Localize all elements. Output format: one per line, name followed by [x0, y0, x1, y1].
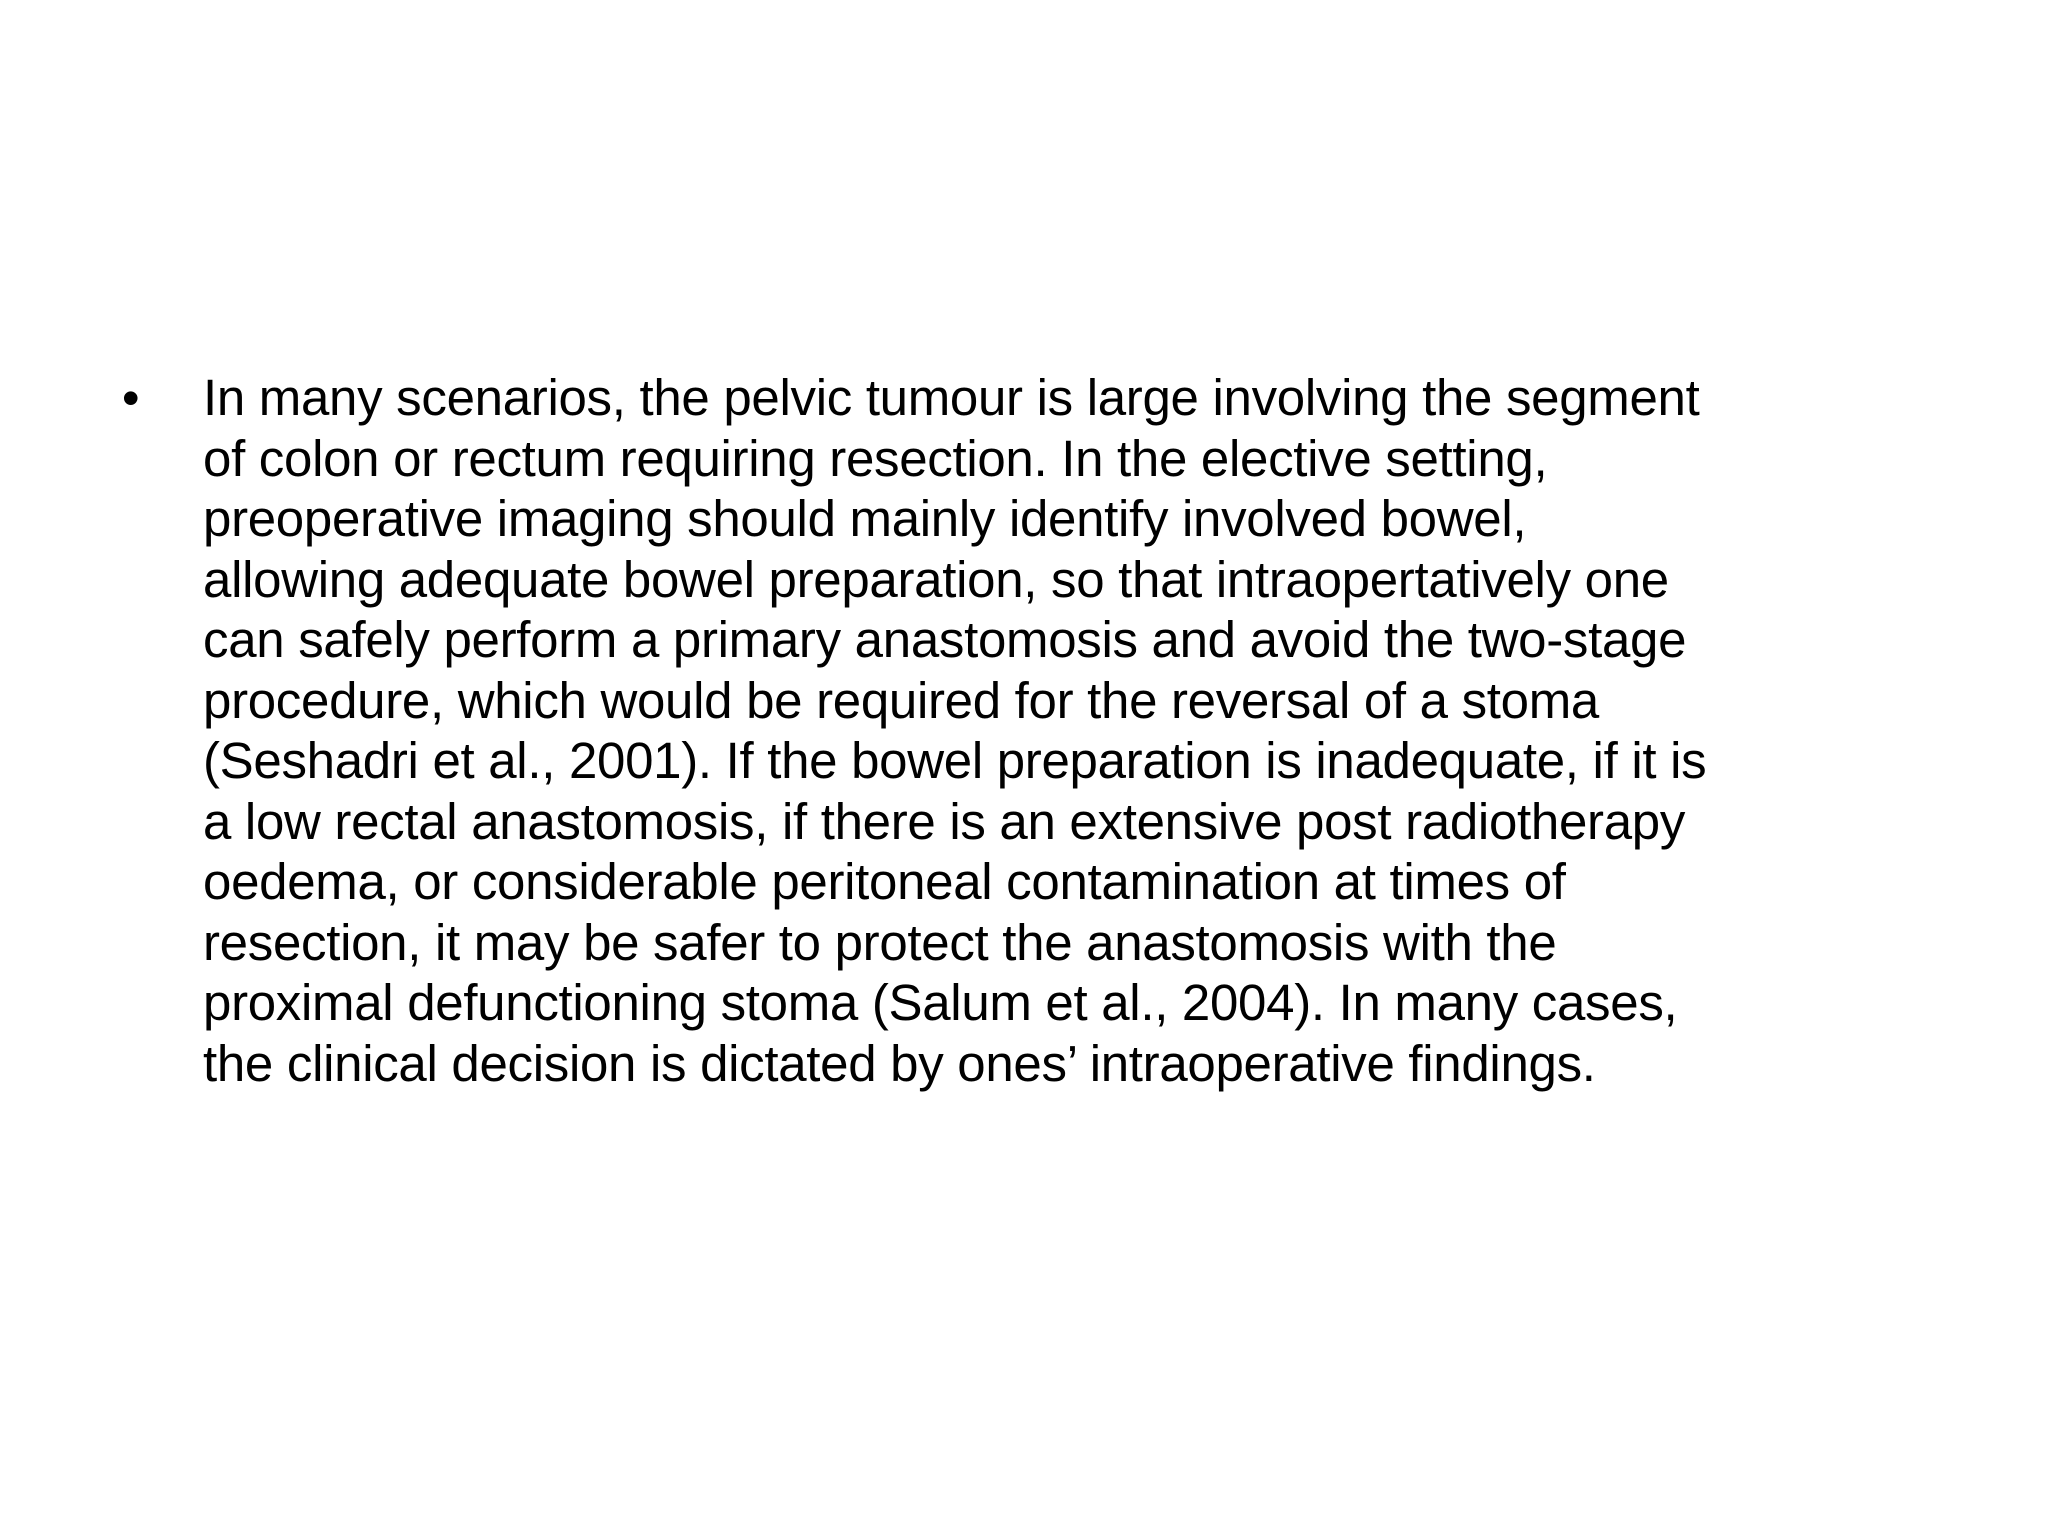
paragraph-line: the clinical decision is dictated by ones’ intraoperative findings. — [203, 1034, 1596, 1092]
paragraph-line: allowing adequate bowel preparation, so that intraopertatively one — [203, 550, 1669, 608]
paragraph-line: preoperative imaging should mainly identify involved bowel, — [203, 490, 1527, 547]
paragraph-line: can safely perform a primary anastomosis and avoid the two-stage — [203, 611, 1687, 668]
paragraph-line: proximal defunctioning stoma (Salum et al., 2004). In many cases, — [203, 974, 1678, 1031]
bullet-item — [122, 368, 1952, 1094]
body-text-box — [122, 368, 1952, 1094]
bullet-icon: • — [122, 370, 140, 426]
paragraph-line: of colon or rectum requiring resection. In the elective setting, — [203, 429, 1548, 487]
paragraph-line: a low rectal anastomosis, if there is an extensive post radiotherapy — [203, 792, 1686, 850]
paragraph-line: resection, it may be safer to protect the anastomosis with the — [203, 913, 1557, 971]
paragraph-line: oedema, or considerable peritoneal contamination at times of — [203, 853, 1566, 910]
paragraph-line: In many scenarios, the pelvic tumour is large involving the segment — [203, 369, 1700, 426]
paragraph-line: (Seshadri et al., 2001). If the bowel preparation is inadequate, if it is — [203, 732, 1707, 789]
paragraph-line: procedure, which would be required for the reversal of a stoma — [203, 671, 1599, 729]
